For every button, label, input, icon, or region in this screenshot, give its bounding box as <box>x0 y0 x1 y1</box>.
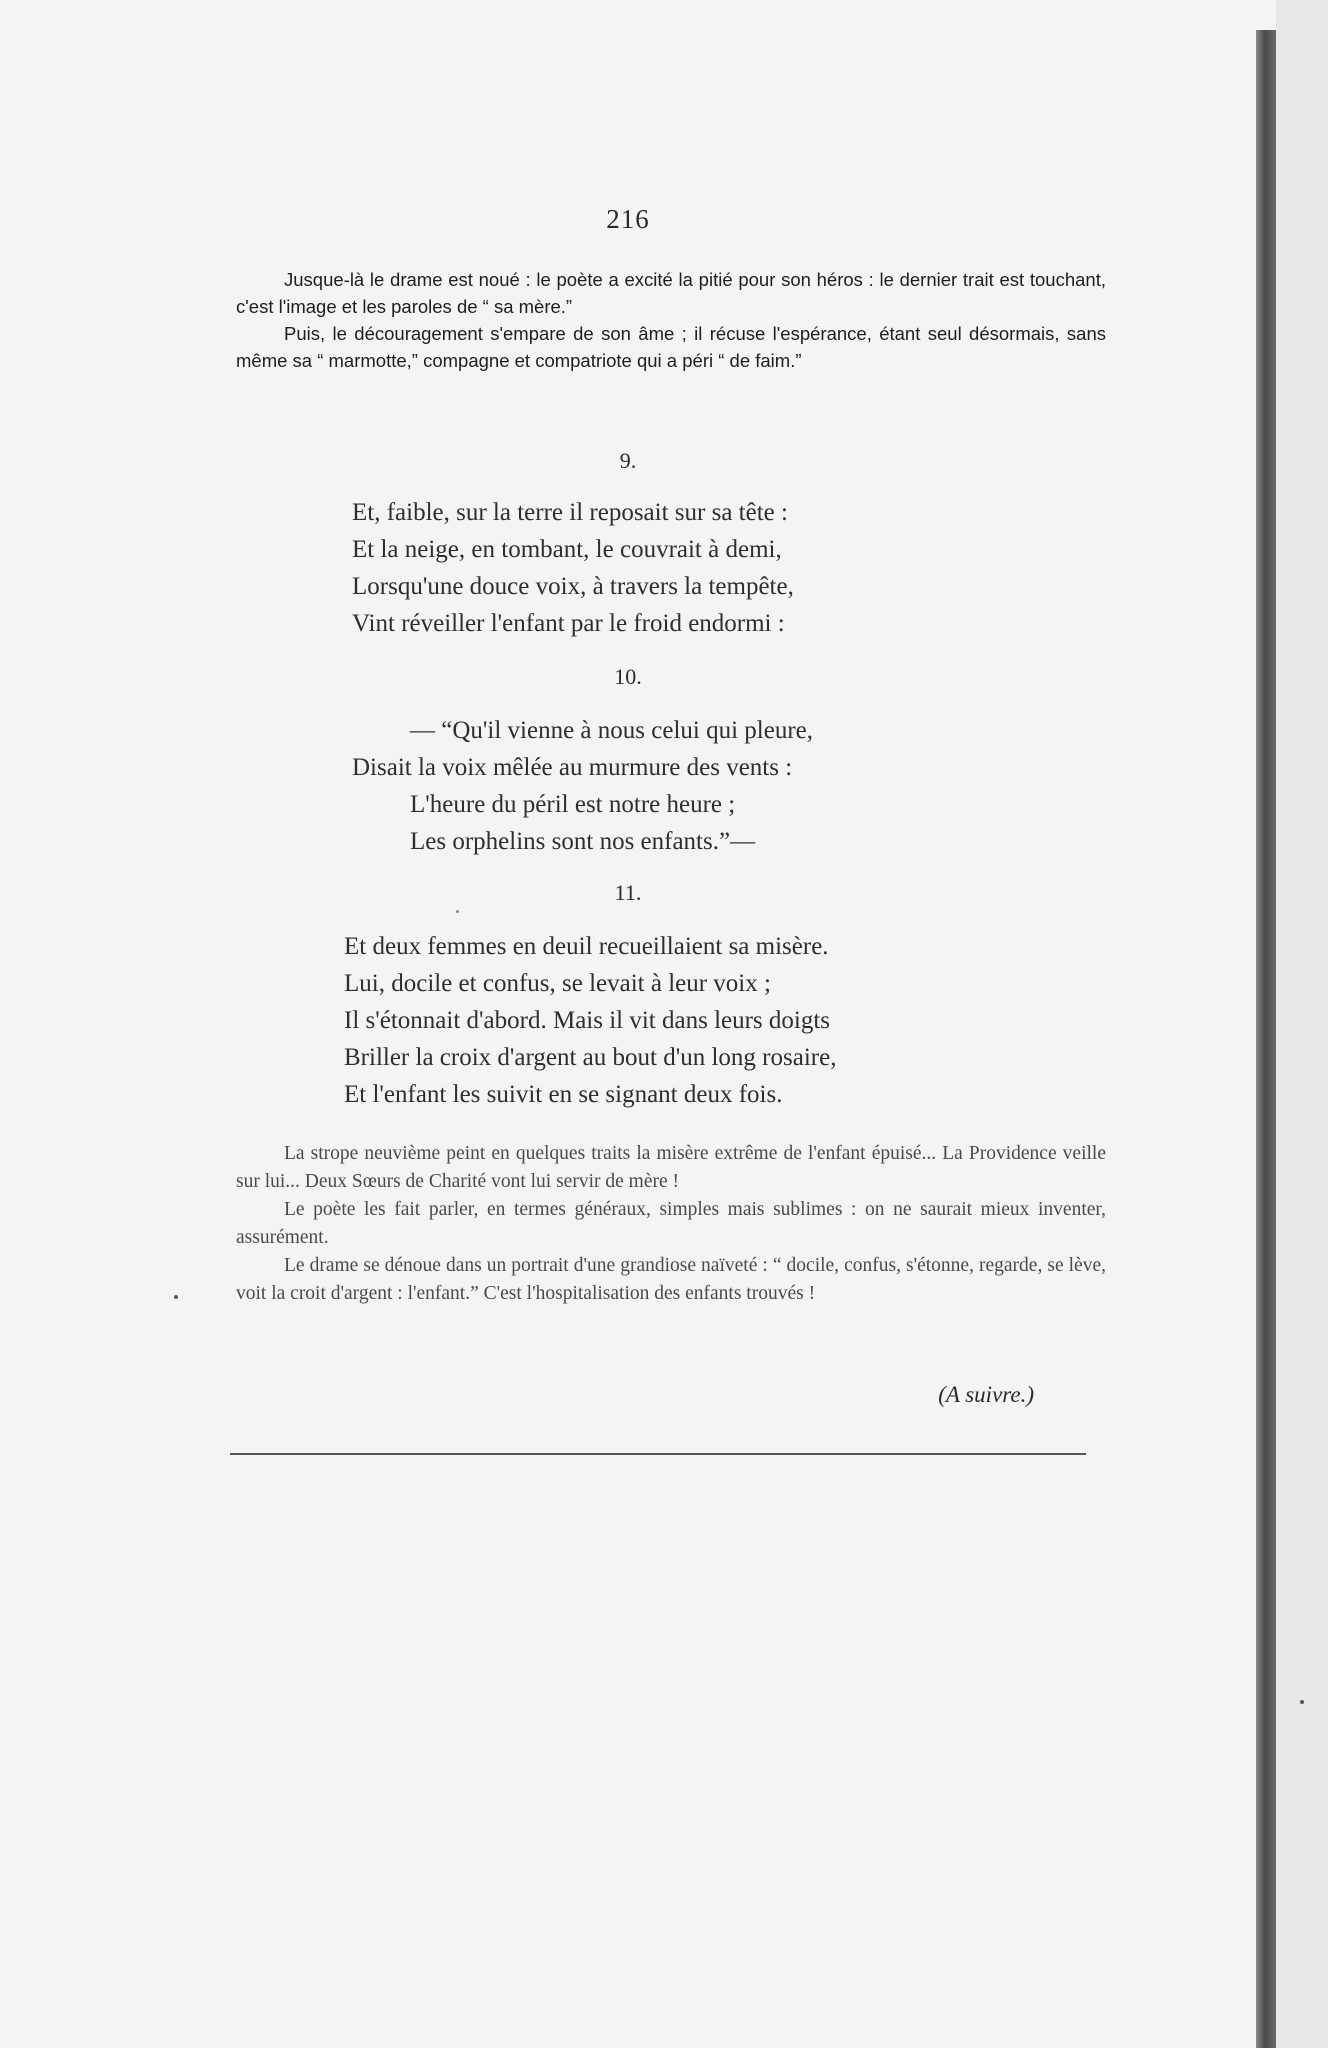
verse-line: — “Qu'il vienne à nous celui qui pleure, <box>410 717 814 744</box>
stanza-11 <box>344 928 836 1113</box>
verse-line: Disait la voix mêlée au murmure des vents : <box>352 754 793 781</box>
verse-line: Et, faible, sur la terre il reposait sur sa tête : <box>352 499 788 526</box>
facing-page-strip <box>1276 0 1328 2048</box>
verse-line: Et l'enfant les suivit en se signant deux fois. <box>344 1081 783 1108</box>
commentary-paragraph: Puis, le découragement s'empare de son âme ; il récuse l'espérance, étant seul désormais, sans même sa “ marmotte,” compagne et compatriote qui a péri “ de faim.” <box>236 323 1106 371</box>
commentary-bottom <box>236 1140 1106 1308</box>
page-number: 216 <box>606 204 650 234</box>
verse-line: Vint réveiller l'enfant par le froid endormi : <box>352 610 785 637</box>
commentary-paragraph: Le poète les fait parler, en termes généraux, simples mais sublimes : on ne saurait mieux inventer, assurément. <box>236 1199 1106 1248</box>
scan-speck <box>174 1295 178 1299</box>
verse-line: Et deux femmes en deuil recueillaient sa misère. <box>344 933 829 960</box>
stanza-10 <box>352 712 813 860</box>
commentary-paragraph: Le drame se dénoue dans un portrait d'une grandiose naïveté : “ docile, confus, s'étonne, regarde, se lève, voit la croit d'argent : l'enfant.” C'est l'hospitalisation des enfants trouvés ! <box>236 1255 1106 1304</box>
commentary-top <box>236 266 1106 374</box>
verse-line: Lorsqu'une douce voix, à travers la tempête, <box>352 573 794 600</box>
scan-speck <box>456 910 459 913</box>
end-rule <box>230 1453 1086 1455</box>
verse-line: Briller la croix d'argent au bout d'un long rosaire, <box>344 1044 837 1071</box>
scan-speck <box>1300 1700 1304 1704</box>
to-be-continued: (A suivre.) <box>938 1382 1034 1407</box>
verse-line: L'heure du péril est notre heure ; <box>410 791 736 818</box>
stanza-number: 10. <box>614 664 642 689</box>
commentary-paragraph: La strope neuvième peint en quelques traits la misère extrême de l'enfant épuisé... La Providence veille sur lui... Deux Sœurs de Charité vont lui servir de mère ! <box>236 1143 1106 1192</box>
verse-line: Lui, docile et confus, se levait à leur voix ; <box>344 970 771 997</box>
stanza-9 <box>352 494 794 642</box>
verse-line: Il s'étonnait d'abord. Mais il vit dans leurs doigts <box>344 1007 831 1034</box>
commentary-paragraph: Jusque-là le drame est noué : le poète a excité la pitié pour son héros : le dernier trait est touchant, c'est l'image et les paroles de “ sa mère.” <box>236 269 1106 317</box>
verse-line: Et la neige, en tombant, le couvrait à demi, <box>352 536 782 563</box>
verse-line: Les orphelins sont nos enfants.”— <box>410 828 756 855</box>
stanza-number: 9. <box>619 448 637 473</box>
stanza-number: 11. <box>614 880 642 905</box>
page-edge-shadow <box>1256 30 1276 2048</box>
